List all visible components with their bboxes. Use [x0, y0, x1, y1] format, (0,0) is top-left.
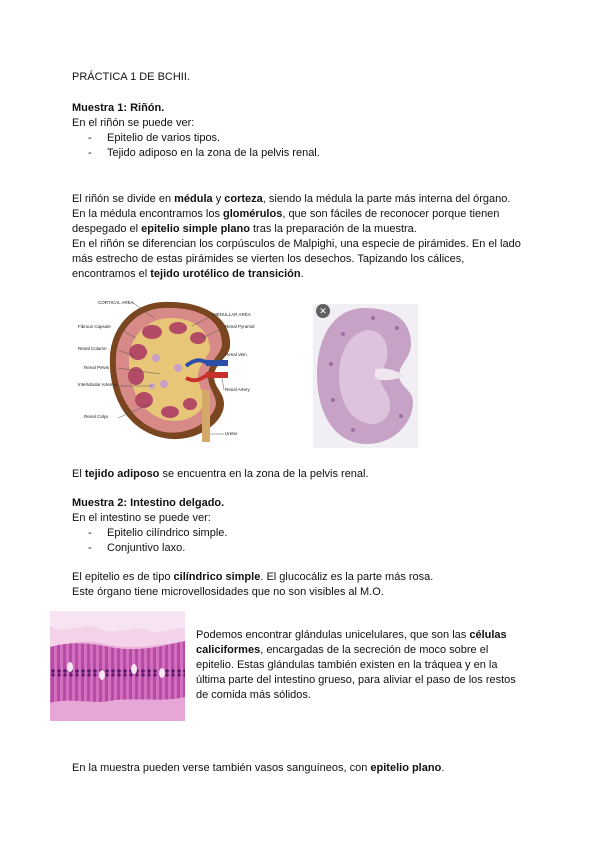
paragraph-kidney-division: El riñón se divide en médula y corteza, siendo la médula la parte más interna del órgano. [72, 193, 511, 205]
side-paragraph-line-4: última parte del intestino grueso, para aliviar el paso de los restos [196, 674, 516, 686]
side-paragraph-line-3: epitelio. Estas glándulas también existen en la tráquea y en la [196, 659, 498, 671]
paragraph-vasos-sanguineos: En la muestra pueden verse también vasos sanguíneos, con epitelio plano. [72, 762, 445, 774]
label-renal-pelvis: Renal Pelvis [84, 365, 110, 370]
label-medullar-area: MEDULLAR AREA [213, 312, 251, 317]
list-item: Tejido adiposo en la zona de la pelvis renal. [107, 147, 320, 159]
list-item: Epitelio cilíndrico simple. [107, 527, 228, 539]
label-renal-pyramid: Renal Pyramid [225, 324, 255, 329]
paragraph-tejido-adiposo: El tejido adiposo se encuentra en la zona de la pelvis renal. [72, 468, 369, 480]
label-ureter: Ureter [225, 431, 238, 436]
label-renal-calyx: Renal Calyx [84, 414, 109, 419]
label-renal-vein: Renal Vein [225, 352, 247, 357]
muestra-1-heading: Muestra 1: Riñón. [72, 102, 165, 114]
side-paragraph-line-2: caliciformes, encargadas de la secreción de moco sobre el [196, 644, 489, 656]
label-cortical-area: CORTICAL AREA [98, 300, 134, 305]
list-item: Conjuntivo laxo. [107, 542, 186, 554]
label-renal-artery: Renal Artery [225, 387, 250, 392]
muestra-2-heading: Muestra 2: Intestino delgado. [72, 497, 225, 509]
label-renal-column: Renal Column [78, 346, 107, 351]
muestra-1-intro: En el riñón se puede ver: [72, 117, 195, 129]
paragraph-cilindrico: El epitelio es de tipo cilíndrico simple. El glucocáliz es la parte más rosa. [72, 571, 434, 583]
paragraph-malpighi: En el riñón se diferencian los corpúsculos de Malpighi, una especie de pirámides. En el lado [72, 238, 521, 250]
label-fibrous-capsule: Fibrous Capsule [78, 324, 111, 329]
kidney-diagram [74, 294, 292, 446]
bullet-dash: - [88, 132, 92, 144]
close-icon[interactable]: ✕ [316, 304, 330, 318]
kidney-histology-image [313, 304, 418, 448]
muestra-2-intro: En el intestino se puede ver: [72, 512, 211, 524]
paragraph-glomerulos: En la médula encontramos los glomérulos, que son fáciles de reconocer porque tienen [72, 208, 500, 220]
intestine-histology-image [50, 611, 185, 721]
side-paragraph-line-1: Podemos encontrar glándulas unicelulares, que son las células [196, 629, 507, 641]
label-interlobular-arteries: Interlobular Arteries [78, 382, 118, 387]
side-paragraph-line-5: de comida más sólidos. [196, 689, 311, 701]
bullet-dash: - [88, 542, 92, 554]
paragraph-microvellosidades: Este órgano tiene microvellosidades que no son visibles al M.O. [72, 586, 384, 598]
bullet-dash: - [88, 147, 92, 159]
paragraph-epitelio: despegado el epitelio simple plano tras la preparación de la muestra. [72, 223, 417, 235]
list-item: Epitelio de varios tipos. [107, 132, 221, 144]
paragraph-piramides: más estrecho de estas pirámides se vierten los desechos. Tapizando los cálices, [72, 253, 465, 265]
paragraph-urotelico: encontramos el tejido urotélico de transición. [72, 268, 304, 280]
bullet-dash: - [88, 527, 92, 539]
page-title: PRÁCTICA 1 DE BCHII. [72, 71, 190, 83]
